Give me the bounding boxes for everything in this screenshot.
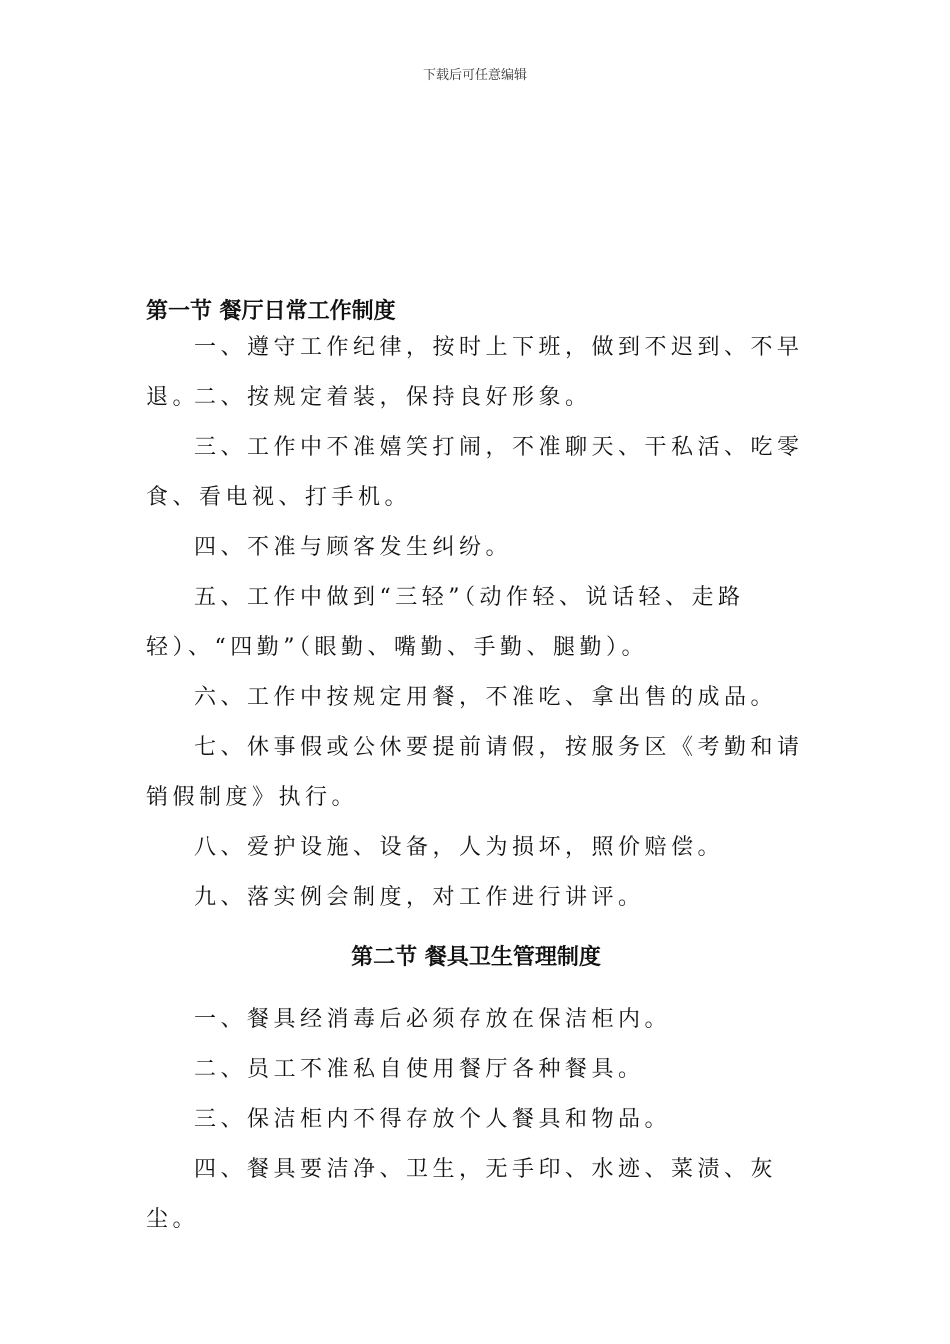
section1-item-6: 六、工作中按规定用餐，不准吃、拿出售的成品。 (194, 685, 778, 710)
section-title-1: 第一节 餐厅日常工作制度 (146, 299, 396, 324)
section1-item-3: 三、工作中不准嬉笑打闹，不准聊天、干私活、吃零食、看电视、打手机。 (146, 435, 804, 510)
section1-item-4: 四、不准与顾客发生纠纷。 (194, 535, 513, 560)
section2-item-4: 四、餐具要洁净、卫生，无手印、水迹、菜渍、灰尘。 (146, 1157, 778, 1232)
section-title-2: 第二节 餐具卫生管理制度 (351, 945, 601, 970)
section1-item-2: 二、按规定着装，保持良好形象。 (194, 385, 592, 410)
section1-item-7: 七、休事假或公休要提前请假，按服务区《考勤和请销假制度》执行。 (146, 735, 804, 810)
section2-item-3: 三、保洁柜内不得存放个人餐具和物品。 (194, 1107, 672, 1132)
header-note: 下载后可任意编辑 (422, 68, 527, 83)
section1-item-5: 五、工作中做到“三轻”（动作轻、说话轻、走路轻）、“四勤”（眼勤、嘴勤、手勤、腿勤）。 (146, 585, 745, 660)
section2-item-2: 二、员工不准私自使用餐厅各种餐具。 (194, 1057, 645, 1082)
section1-item-1: 一、遵守工作纪律，按时上下班，做到不迟到、不早退。 (146, 335, 804, 410)
section2-item-1: 一、餐具经消毒后必须存放在保洁柜内。 (194, 1007, 672, 1032)
section1-item-8: 八、爱护设施、设备，人为损坏，照价赔偿。 (194, 835, 725, 860)
section1-item-9: 九、落实例会制度，对工作进行讲评。 (194, 885, 645, 910)
